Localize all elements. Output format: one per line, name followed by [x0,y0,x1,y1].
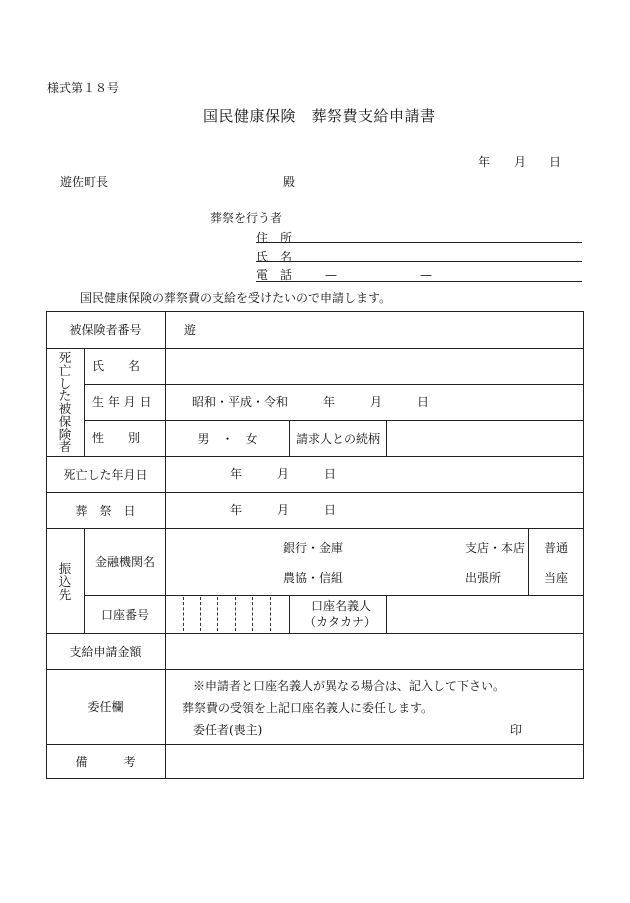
phone-exchange-input[interactable] [342,264,416,280]
page-title: 国民健康保険 葬祭費支給申請書 [203,107,436,125]
side-char: 険 [58,426,72,442]
sex-label: 性 別 [92,431,141,445]
addressee-honorific: 殿 [283,175,296,189]
insured-number-prefix: 遊 [184,323,197,337]
side-char: 死 [58,350,72,365]
bank-name-input[interactable] [170,534,278,556]
death-year-label: 年 [230,467,243,481]
applicant-address-label: 住 所 [256,231,293,245]
date-month-label: 月 [514,155,527,169]
addressee-name: 遊佐町長 [60,175,109,189]
side-char: 保 [58,413,72,429]
bank-name-label: 金融機関名 [94,555,155,569]
label-column-divider [165,311,166,779]
transfer-side-label [52,563,78,601]
funeral-month-label: 月 [277,503,290,517]
side-char: 込 [58,573,72,589]
relationship-divider [386,420,387,456]
address-underline [256,242,582,243]
phone-underline [256,281,582,282]
phone-area-input[interactable] [296,264,322,280]
date-year-label: 年 [478,155,491,169]
amount-label: 支給申請金額 [69,644,142,659]
bank-type-1[interactable]: 銀行・金庫 [283,541,344,555]
deceased-side-label [52,352,78,454]
phone-separator-1: — [325,268,337,282]
delegation-note: ※申請者と口座名義人が異なる場合は、記入して下さい。 [193,679,506,693]
branch-type-2[interactable]: 出張所 [465,571,502,585]
insured-number-label: 被保険者番号 [69,322,142,337]
phone-separator-2: — [420,268,432,282]
application-statement: 国民健康保険の葬祭費の支給を受けたいので申請します。 [80,291,392,305]
account-number-input[interactable] [168,599,286,630]
delegation-label: 委任欄 [87,700,124,714]
account-number-label: 口座番号 [100,607,149,622]
side-char: 振 [58,561,72,576]
side-char: 先 [58,586,72,602]
insured-number-input[interactable] [200,316,578,343]
applicant-phone-label: 電 話 [256,268,293,282]
form-number: 様式第１８号 [47,81,120,95]
applicant-address-input[interactable] [296,226,581,242]
account-holder-kana-note: （カタカナ） [304,615,377,629]
side-char: 亡 [58,362,72,378]
funeral-day-label: 日 [324,503,337,517]
sex-options[interactable]: 男 ・ 女 [197,431,258,446]
side-char: た [58,388,72,404]
date-day-input[interactable] [528,150,548,170]
branch-name-input[interactable] [345,534,457,556]
seal-mark: 印 [510,723,523,737]
account-number-divider [289,595,290,633]
relationship-label: 請求人との続柄 [295,431,380,446]
applicant-name-label: 氏 名 [256,250,293,264]
deceased-name-input[interactable] [168,352,580,381]
account-holder-label: 口座名義人 [311,599,372,613]
account-type-1[interactable]: 普通 [544,541,569,555]
funeral-date-label: 葬 祭 日 [75,503,136,518]
applicant-heading: 葬祭を行う者 [210,211,283,225]
birth-era-options[interactable]: 昭和・平成・令和 [192,395,289,409]
bank-type-2[interactable]: 農協・信組 [283,571,344,585]
phone-number-input[interactable] [436,264,576,280]
relationship-input[interactable] [390,424,580,453]
birth-date-label: 生 年 月 日 [92,395,152,409]
account-holder-input[interactable] [390,599,580,630]
table-divider [84,384,584,385]
death-day-label: 日 [324,467,337,481]
birth-year-label: 年 [323,395,336,409]
delegator-input[interactable] [270,719,500,739]
branch-type-1[interactable]: 支店・本店 [465,541,526,555]
account-type-2[interactable]: 当座 [544,571,569,585]
death-month-label: 月 [277,467,290,481]
account-holder-divider [386,595,387,633]
side-column-divider [84,348,85,456]
birth-day-label: 日 [417,395,430,409]
date-month-input[interactable] [492,150,512,170]
funeral-year-label: 年 [230,503,243,517]
delegator-label: 委任者(喪主) [193,723,263,737]
deceased-name-label: 氏 名 [92,359,141,373]
date-day-label: 日 [549,155,562,169]
side-char: 者 [58,439,72,455]
remarks-input[interactable] [170,748,580,776]
account-type-divider [528,528,529,595]
amount-input[interactable] [170,637,580,666]
table-divider [46,348,584,349]
side-char: し [58,375,72,391]
applicant-name-input[interactable] [296,245,581,261]
side-char: 被 [58,401,72,416]
remarks-label: 備 考 [75,755,136,769]
death-date-label: 死亡した年月日 [63,467,148,482]
name-underline [256,261,582,262]
birth-month-label: 月 [370,395,383,409]
delegation-text: 葬祭費の受領を上記口座名義人に委任します。 [182,701,434,715]
